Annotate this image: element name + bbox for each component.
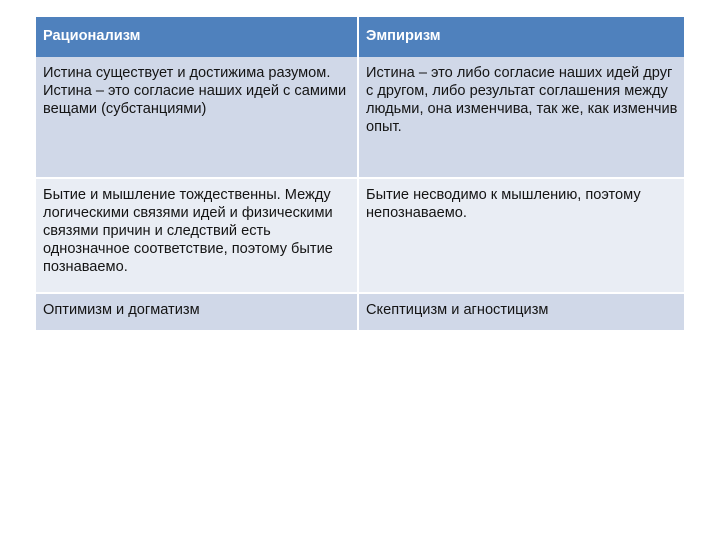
table-row <box>36 293 684 330</box>
comparison-table <box>36 17 684 330</box>
table-row <box>36 178 684 293</box>
cell-rationalism-truth: Истина существует и достижима разумом. Истина – это согласие наших идей с самими вещами (субстанциями) <box>36 57 358 178</box>
cell-rationalism-being: Бытие и мышление тождественны. Между логическими связями идей и физическими связями причин и следствий есть однозначное соответствие, поэтому бытие познаваемо. <box>36 178 358 293</box>
table-row <box>36 57 684 178</box>
cell-empiricism-being: Бытие несводимо к мышлению, поэтому непознаваемо. <box>358 178 684 293</box>
cell-empiricism-truth: Истина – это либо согласие наших идей друг с другом, либо результат соглашения между людьми, она изменчива, так же, как изменчив опыт. <box>358 57 684 178</box>
cell-empiricism-stance: Скептицизм и агностицизм <box>358 293 684 330</box>
table-header-row <box>36 17 684 57</box>
header-rationalism: Рационализм <box>36 17 358 57</box>
cell-rationalism-stance: Оптимизм и догматизм <box>36 293 358 330</box>
header-empiricism: Эмпиризм <box>358 17 684 57</box>
